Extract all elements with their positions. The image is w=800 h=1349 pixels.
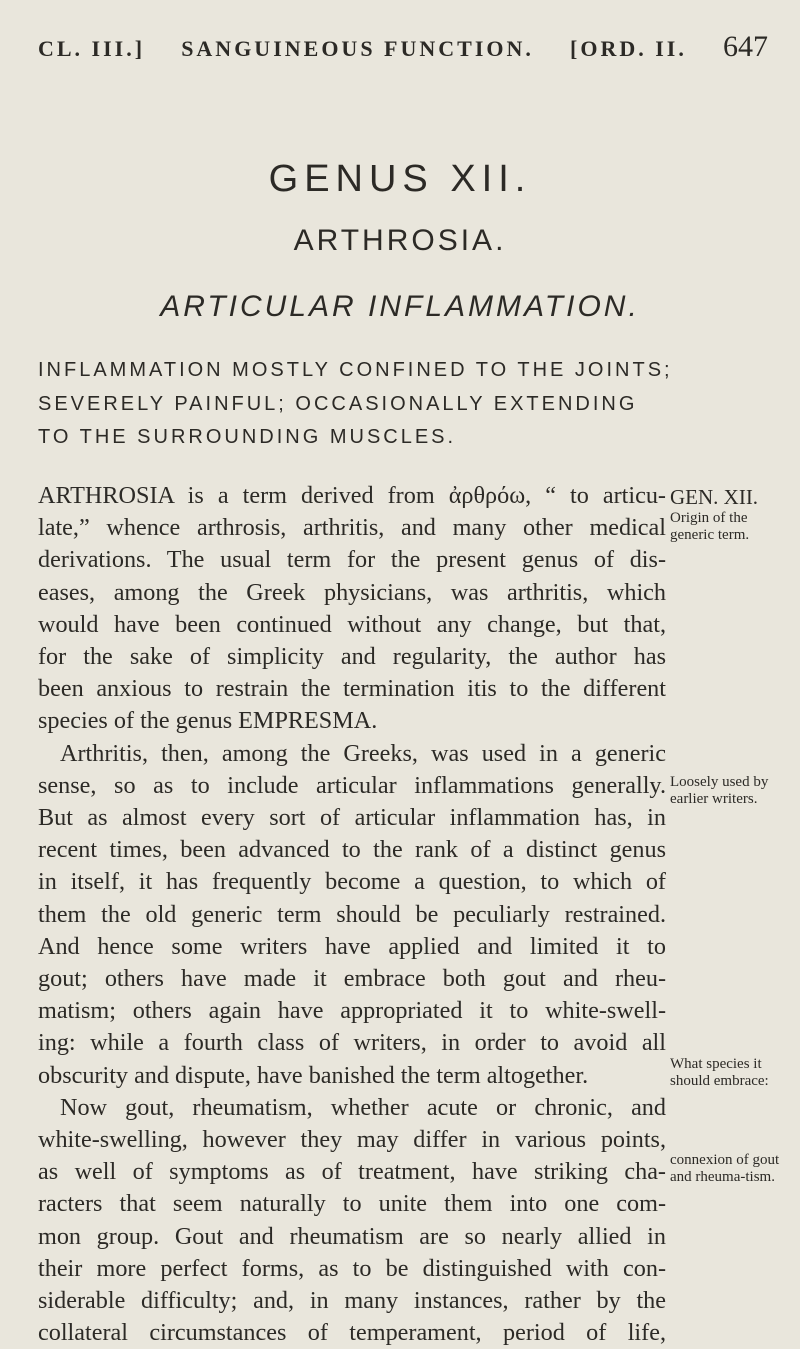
body-line: ing: while a fourth class of writers, in order to avoid all bbox=[38, 1029, 666, 1057]
margin-note-genus bbox=[670, 484, 790, 544]
body-line: white-swelling, however they may differ in various points, bbox=[38, 1126, 666, 1154]
body-line: gout; others have made it embrace both gout and rheu- bbox=[38, 965, 666, 993]
running-head bbox=[38, 30, 768, 64]
running-head-order: [ORD. II. bbox=[570, 36, 687, 61]
margin-note-connexion: connexion of gout and rheuma-tism. bbox=[670, 1152, 780, 1185]
genus-heading: GENUS XII. bbox=[268, 158, 532, 200]
body-line: And hence some writers have applied and limited it to bbox=[38, 932, 666, 960]
body-text bbox=[38, 480, 666, 1349]
body-line: in itself, it has frequently become a question, to which of bbox=[38, 868, 666, 896]
body-line: would have been continued without any change, but that, bbox=[38, 610, 666, 638]
body-line: racters that seem naturally to unite them into one com- bbox=[38, 1190, 666, 1218]
body-line: ARTHROSIA is a term derived from ἀρθρόω, “ to articu- bbox=[38, 482, 666, 509]
body-line: for the sake of simplicity and regularity, the author has bbox=[38, 643, 666, 671]
page-number: 647 bbox=[722, 30, 768, 63]
body-line: as well of symptoms as of treatment, have striking cha- bbox=[38, 1158, 666, 1186]
body-line: their more perfect forms, as to be distinguished with con- bbox=[38, 1254, 666, 1282]
body-line: recent times, been advanced to the rank of a distinct genus bbox=[38, 836, 666, 864]
margin-note-origin: Origin of the generic term. bbox=[670, 510, 750, 543]
body-line: been anxious to restrain the termination itis to the different bbox=[38, 675, 666, 703]
body-line: But as almost every sort of articular inflammation has, in bbox=[38, 804, 666, 832]
definition-line-3: TO THE SURROUNDING MUSCLES. bbox=[38, 426, 457, 448]
margin-genus-ref: GEN. XII. bbox=[670, 485, 759, 509]
body-line: sense, so as to include articular inflammations generally. bbox=[38, 771, 666, 799]
body-line: derivations. The usual term for the present genus of dis- bbox=[38, 546, 666, 574]
margin-note-what-species: What species it should embrace: bbox=[670, 1056, 769, 1089]
body-line: eases, among the Greek physicians, was arthritis, which bbox=[38, 578, 666, 606]
body-line: them the old generic term should be peculiarly restrained. bbox=[38, 900, 666, 928]
body-line: late,” whence arthrosis, arthritis, and many other medical bbox=[38, 514, 666, 542]
running-head-class: CL. III.] bbox=[38, 36, 146, 61]
running-head-title: SANGUINEOUS FUNCTION. bbox=[181, 36, 534, 61]
genus-name: ARTHROSIA. bbox=[293, 224, 507, 257]
body-line: species of the genus EMPRESMA. bbox=[38, 707, 378, 735]
definition-line-2: SEVERELY PAINFUL; OCCASIONALLY EXTENDING bbox=[38, 393, 638, 415]
definition-line-1: INFLAMMATION MOSTLY CONFINED TO THE JOINTS; bbox=[38, 359, 673, 381]
margin-note-loosely: Loosely used by earlier writers. bbox=[670, 774, 769, 807]
body-line: siderable difficulty; and, in many instances, rather by the bbox=[38, 1287, 666, 1315]
body-line: Arthritis, then, among the Greeks, was used in a generic bbox=[60, 739, 666, 767]
body-line: matism; others again have appropriated it to white-swell- bbox=[38, 997, 666, 1025]
body-line: mon group. Gout and rheumatism are so nearly allied in bbox=[38, 1222, 666, 1250]
body-line: Now gout, rheumatism, whether acute or chronic, and bbox=[60, 1093, 666, 1121]
body-line: collateral circumstances of temperament, period of life, bbox=[38, 1319, 666, 1347]
body-line: obscurity and dispute, have banished the term altogether. bbox=[38, 1061, 589, 1089]
english-name: ARTICULAR INFLAMMATION. bbox=[160, 290, 640, 323]
